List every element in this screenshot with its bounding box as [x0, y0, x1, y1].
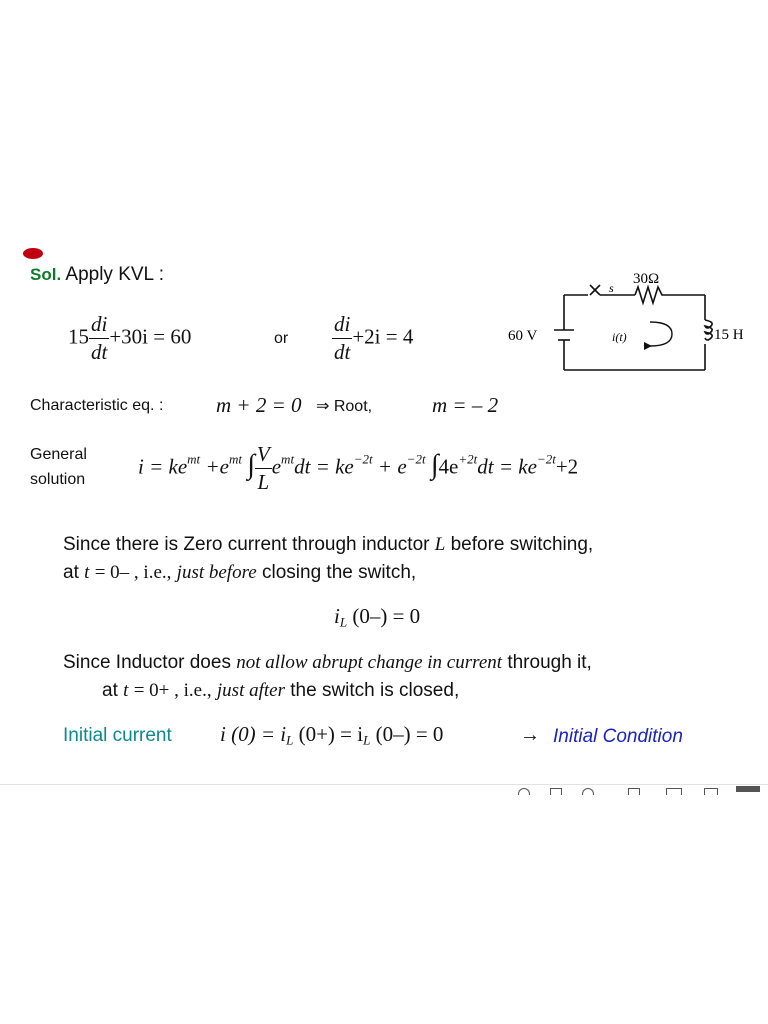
switch-icon — [590, 285, 618, 295]
sol-label: Sol. — [30, 265, 62, 284]
initial-current-equation: i $(0) = i_L$ $(0+) = i_L$ (0–) = 0 — [220, 722, 444, 748]
battery-icon — [554, 330, 574, 340]
sol-text: Apply KVL : — [65, 264, 164, 285]
switch-label: s — [609, 281, 614, 295]
or-text: or — [274, 330, 289, 347]
characteristic-eq: m + 2 = 0 — [216, 393, 302, 417]
statement-just-after: at t = 0+ , i.e., just after the switch is closed, — [102, 680, 460, 701]
initial-current-label: Initial current — [63, 725, 172, 746]
toolbar-icon-1[interactable] — [518, 788, 530, 795]
kvl-equation-simplified: $\frac{di}{dt}$ +2i = 4 — [334, 312, 414, 364]
general-solution-label-1: General — [30, 446, 87, 463]
sol-heading — [30, 264, 164, 286]
resistor-icon — [635, 287, 665, 303]
source-label: 60 V — [508, 328, 538, 344]
rl-circuit-diagram — [500, 262, 768, 380]
characteristic-eq-label: Characteristic eq. : — [30, 397, 164, 414]
di-dt-fraction: $\frac{di}{dt}$ — [91, 312, 108, 364]
general-solution-equation: $i = ke^{mt} +e^{mt}$ ∫ $\frac{V}{L}$ $e^{mt}dt = ke^{-2t} + e^{-2t}$ $\int 4e^{+2t}dt = ke^{-2t}+2$ — [138, 442, 579, 494]
statement-no-abrupt-change: Since Inductor does not allow abrupt change in current through it, — [63, 652, 592, 673]
inductor-label: 15 H — [714, 327, 744, 343]
kvl-equation: 15 $\frac{di}{dt}$ +30i = 60 — [68, 312, 192, 364]
resistor-label: 30Ω — [633, 271, 660, 287]
toolbar-icon-6[interactable] — [704, 788, 718, 795]
initial-condition-label: Initial Condition — [553, 726, 683, 747]
inductor-current-before: $i_L$ (0–) = 0 — [334, 604, 421, 630]
toolbar-icon-2[interactable] — [550, 788, 562, 795]
toolbar-icon-7[interactable] — [736, 786, 760, 792]
initial-condition-arrow: → — [520, 724, 540, 746]
bullet-dot-icon — [23, 248, 43, 259]
current-loop-arrow-icon — [650, 322, 672, 346]
statement-zero-current: Since there is Zero current through inductor L before switching, — [63, 534, 594, 555]
inductor-coil-icon — [705, 320, 712, 340]
root-value: m = – 2 — [432, 393, 499, 417]
toolbar-icon-3[interactable] — [582, 788, 594, 795]
toolbar-icon-5[interactable] — [666, 788, 682, 795]
root-label: ⇒ Root, — [316, 398, 373, 415]
slide-toolbar-divider — [0, 784, 768, 785]
statement-just-before: at t = 0– , i.e., just before closing the switch, — [63, 562, 417, 583]
current-label: i(t) — [612, 330, 627, 344]
general-solution-label-2: solution — [30, 471, 86, 488]
toolbar-icon-4[interactable] — [628, 788, 640, 795]
